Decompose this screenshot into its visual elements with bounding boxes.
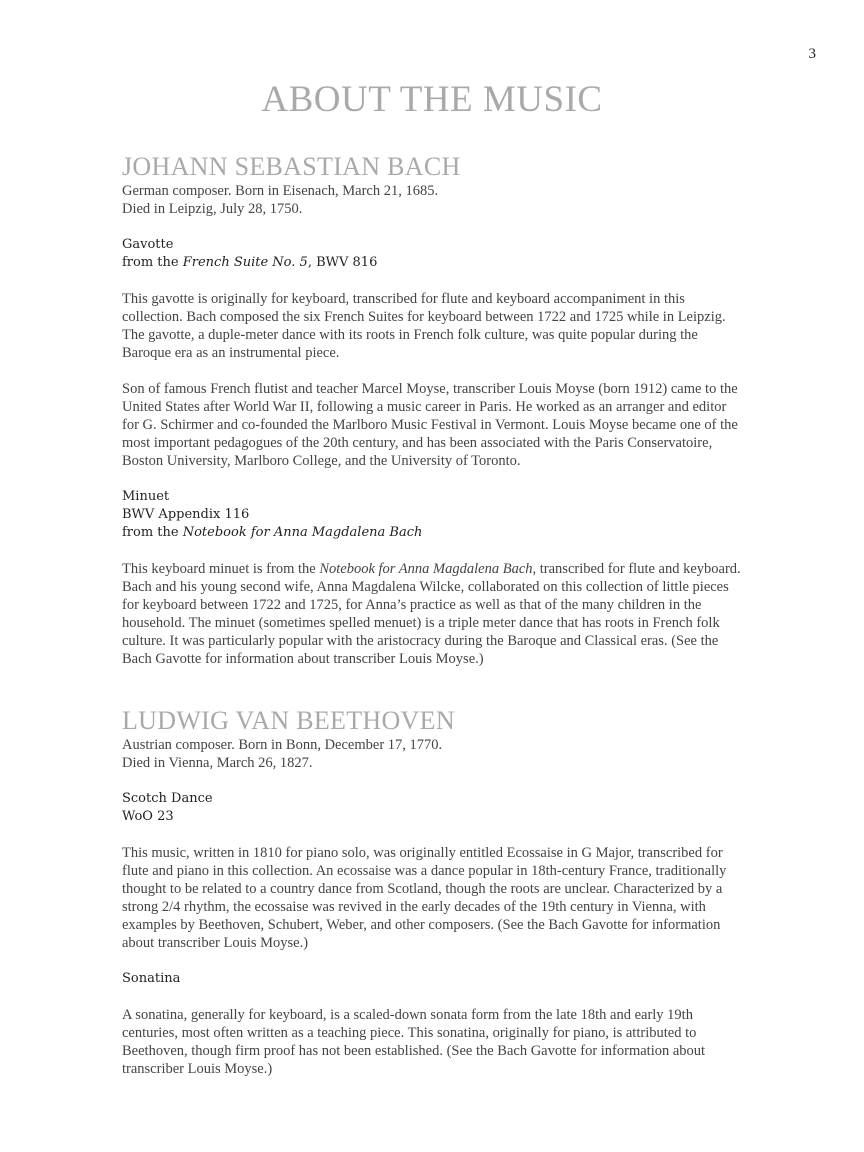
piece-catalog-scotch-dance: WoO 23: [122, 809, 174, 824]
gavotte-paragraph: This gavotte is originally for keyboard, transcribed for flute and keyboard accompaniment in this collection. Bach composed the six French Suites for keyboard between 1722 and 1725 while in Leipzig. The gavotte, a duple-meter dance with its roots in French folk culture, was quite popular during the Baroque era as an instrumental piece.: [122, 291, 726, 361]
piece-title-scotch-dance: Scotch Dance: [122, 791, 213, 806]
piece-source-gavotte: from the French Suite No. 5, BWV 816: [122, 255, 378, 270]
composer-name-beethoven: LUDWIG VAN BEETHOVEN: [122, 706, 455, 735]
composer-bio-death: Died in Vienna, March 26, 1827.: [122, 755, 313, 771]
piece-title-sonatina: Sonatina: [122, 971, 181, 986]
beethoven-section: [122, 706, 742, 1078]
piece-catalog-minuet: BWV Appendix 116: [122, 507, 250, 522]
bach-section: [122, 152, 742, 668]
piece-source-italic: French Suite No. 5: [182, 255, 308, 270]
piece-source-minuet: from the Notebook for Anna Magdalena Bach: [122, 525, 423, 540]
sonatina-paragraph: A sonatina, generally for keyboard, is a scaled-down sonata form from the late 18th and early 19th centuries, most often written as a teaching piece. This sonatina, originally for piano, is attributed to Beethoven, though firm proof has not been established. (See the Bach Gavotte for information about transcriber Louis Moyse.): [122, 1007, 706, 1077]
piece-title-gavotte: Gavotte: [122, 237, 174, 252]
composer-bio-birth: Austrian composer. Born in Bonn, December 17, 1770.: [122, 737, 443, 753]
minuet-paragraph: This keyboard minuet is from the Notebook for Anna Magdalena Bach, transcribed for flute and keyboard. Bach and his young second wife, Anna Magdalena Wilcke, collaborated on this collection of little pieces for keyboard between 1722 and 1725, for Anna’s practice as well as that of the many children in the household. The minuet (sometimes spelled menuet) is a triple meter dance that has roots in French folk culture. It was particularly popular with the aristocracy during the Baroque and Classical eras. (See the Bach Gavotte for information about transcriber Louis Moyse.): [122, 561, 741, 667]
transcriber-paragraph: Son of famous French flutist and teacher Marcel Moyse, transcriber Louis Moyse (born 1912) came to the United States after World War II, following a music career in Paris. He worked as an arranger and editor for G. Schirmer and co-founded the Marlboro Music Festival in Vermont. Louis Moyse became one of the most important pedagogues of the 20th century, and has been associated with the Paris Conservatoire, Boston University, Marlboro College, and the University of Toronto.: [122, 381, 738, 469]
composer-name-bach: JOHANN SEBASTIAN BACH: [122, 152, 461, 181]
composer-bio-birth: German composer. Born in Eisenach, March 21, 1685.: [122, 183, 439, 199]
composer-bio-death: Died in Leipzig, July 28, 1750.: [122, 201, 303, 217]
page-number: 3: [808, 46, 816, 62]
page-title: ABOUT THE MUSIC: [261, 79, 603, 120]
scotch-dance-paragraph: This music, written in 1810 for piano solo, was originally entitled Ecossaise in G Major, transcribed for flute and piano in this collection. An ecossaise was a dance popular in 18th-century France, traditionally thought to be related to a country dance from Scotland, though the roots are unclear. Characterized by a strong 2/4 rhythm, the ecossaise was revived in the early decades of the 19th century in Vienna, with examples by Beethoven, Schubert, Weber, and other composers. (See the Bach Gavotte for information about transcriber Louis Moyse.): [122, 845, 727, 951]
piece-title-minuet: Minuet: [122, 489, 170, 504]
main-content: [122, 152, 742, 1078]
piece-source-italic: Notebook for Anna Magdalena Bach: [182, 525, 423, 540]
